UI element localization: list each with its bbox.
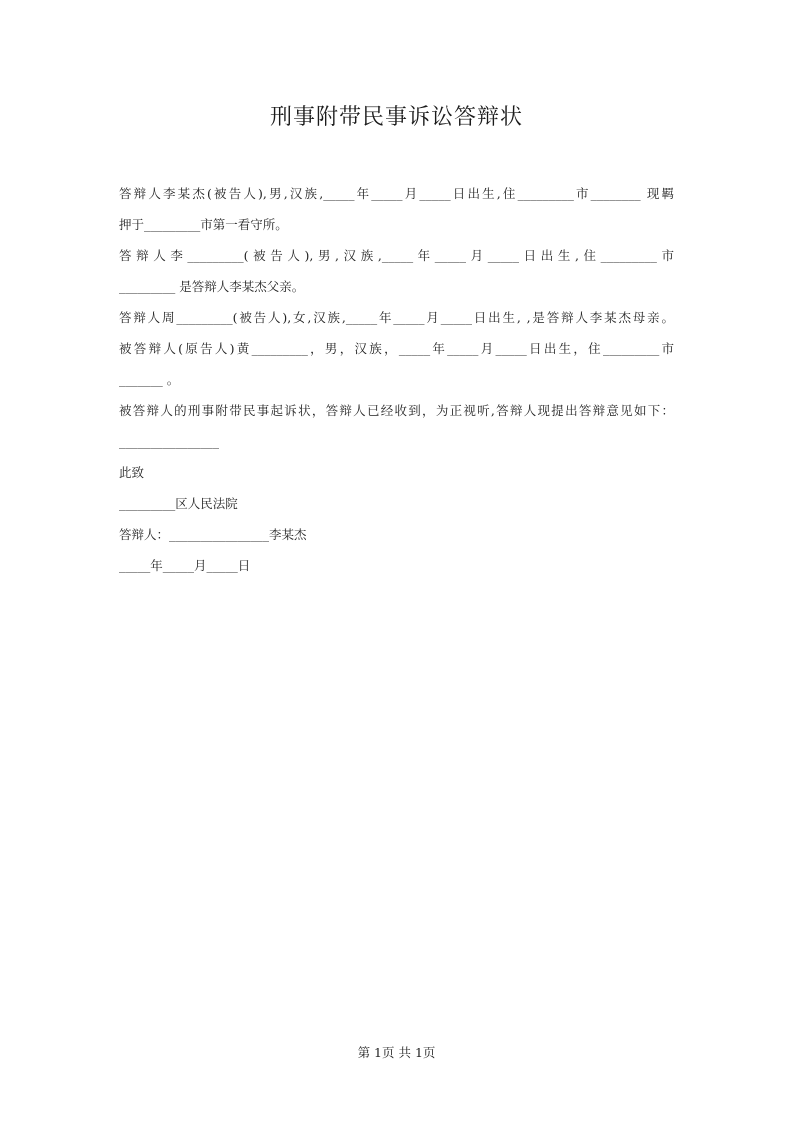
- document-body: [119, 182, 674, 585]
- paragraph-line-5: 答辩人周_________(被告人),女,汉族,_____年_____月_____日出生, ,是答辩人李某杰母亲。: [119, 310, 674, 325]
- date-line: _____年_____月_____日: [119, 558, 251, 573]
- paragraph-line-6: 被答辩人(原告人)黄_________，男，汉族，_____年_____月_____日出生，住_________市: [119, 341, 674, 356]
- paragraph-line-7: _______ 。: [119, 372, 180, 387]
- page-number-footer: 第 1页 共 1页: [357, 1045, 436, 1060]
- paragraph-line-1: 答辩人李某杰(被告人),男,汉族,_____年_____月_____日出生,住_________市________ 现羁: [119, 186, 674, 201]
- paragraph-line-4: _________ 是答辩人李某杰父亲。: [119, 279, 305, 294]
- paragraph-line-8: 被答辩人的刑事附带民事起诉状，答辩人已经收到，为正视听,答辩人现提出答辩意见如下：: [119, 403, 674, 418]
- paragraph-line-3: 答辩人李_________(被告人),男,汉族,_____年_____月_____日出生,住_________市: [119, 248, 674, 263]
- document-title: 刑事附带民事诉讼答辩状: [269, 105, 523, 130]
- signature-line: 答辩人：________________李某杰: [119, 527, 307, 542]
- court-name-line: _________区人民法院: [119, 496, 238, 511]
- paragraph-line-2: 押于_________市第一看守所。: [119, 217, 288, 232]
- salutation: 此致: [119, 465, 145, 480]
- answer-blank-line: ________________: [119, 434, 219, 449]
